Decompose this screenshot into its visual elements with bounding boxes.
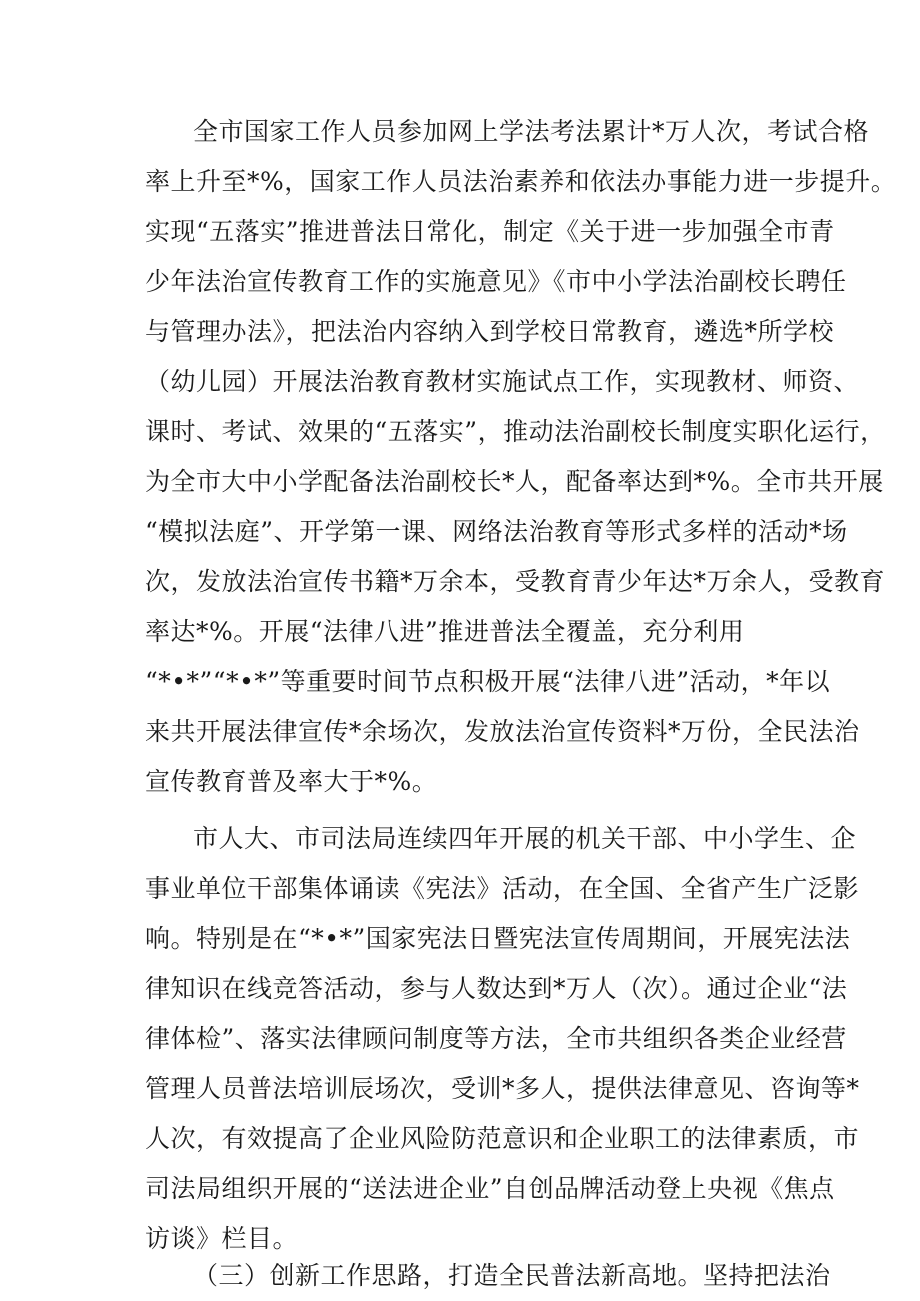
- paragraph-2-line-4: 律知识在线竞答活动，参与人数达到*万人（次）。通过企业“法: [145, 974, 848, 1003]
- paragraph-2-line-9: 访谈》栏目。: [145, 1224, 299, 1253]
- paragraph-2-line-1: 市人大、市司法局连续四年开展的机关干部、中小学生、企: [193, 824, 857, 853]
- paragraph-2-line-2: 事业单位干部集体诵读《宪法》活动，在全国、全省产生广泛影: [145, 874, 860, 903]
- paragraph-1-line-1: 全市国家工作人员参加网上学法考法累计*万人次，考试合格: [193, 117, 870, 146]
- paragraph-1-line-2: 率上升至*%，国家工作人员法治素养和依法办事能力进一步提升。: [145, 167, 897, 196]
- paragraph-1-line-3: 实现“五落实”推进普法日常化，制定《关于进一步加强全市青: [145, 217, 835, 246]
- paragraph-1-line-7: 课时、考试、效果的“五落实”，推动法治副校长制度实职化运行，: [145, 417, 886, 446]
- paragraph-3-line-1: （三）创新工作思路，打造全民普法新高地。坚持把法治: [193, 1261, 831, 1290]
- paragraph-1-line-14: 宣传教育普及率大于*%。: [145, 767, 438, 796]
- paragraph-1-line-13: 来共开展法律宣传*余场次，发放法治宣传资料*万份，全民法治: [145, 717, 860, 746]
- paragraph-1-line-4: 少年法治宣传教育工作的实施意见》《市中小学法治副校长聘任: [145, 267, 847, 296]
- paragraph-2-line-7: 人次，有效提高了企业风险防范意识和企业职工的法律素质，市: [145, 1124, 860, 1153]
- paragraph-2-line-5: 律体检”、落实法律顾问制度等方法，全市共组织各类企业经营: [145, 1024, 847, 1053]
- paragraph-1-line-11: 率达*%。开展“法律八进”推进普法全覆盖，充分利用: [145, 617, 745, 646]
- paragraph-1-line-10: 次，发放法治宣传书籍*万余本，受教育青少年达*万余人，受教育: [145, 567, 886, 596]
- paragraph-1-line-5: 与管理办法》，把法治内容纳入到学校日常教育，遴选*所学校: [145, 317, 835, 346]
- paragraph-2-line-3: 响。特别是在“*•*”国家宪法日暨宪法宣传周期间，开展宪法法: [145, 924, 851, 953]
- paragraph-1-line-12: “*•*”“*•*”等重要时间节点积极开展“法律八进”活动，*年以: [145, 667, 831, 696]
- paragraph-1-line-9: “模拟法庭”、开学第一课、网络法治教育等形式多样的活动*场: [145, 517, 848, 546]
- paragraph-2-line-6: 管理人员普法培训辰场次，受训*多人，提供法律意见、咨询等*: [145, 1074, 860, 1103]
- paragraph-1-line-8: 为全市大中小学配备法治副校长*人，配备率达到*%。全市共开展: [145, 467, 884, 496]
- paragraph-2-line-8: 司法局组织开展的“送法进企业”自创品牌活动登上央视《焦点: [145, 1174, 835, 1203]
- paragraph-1-line-6: （幼儿园）开展法治教育教材实施试点工作，实现教材、师资、: [145, 367, 860, 396]
